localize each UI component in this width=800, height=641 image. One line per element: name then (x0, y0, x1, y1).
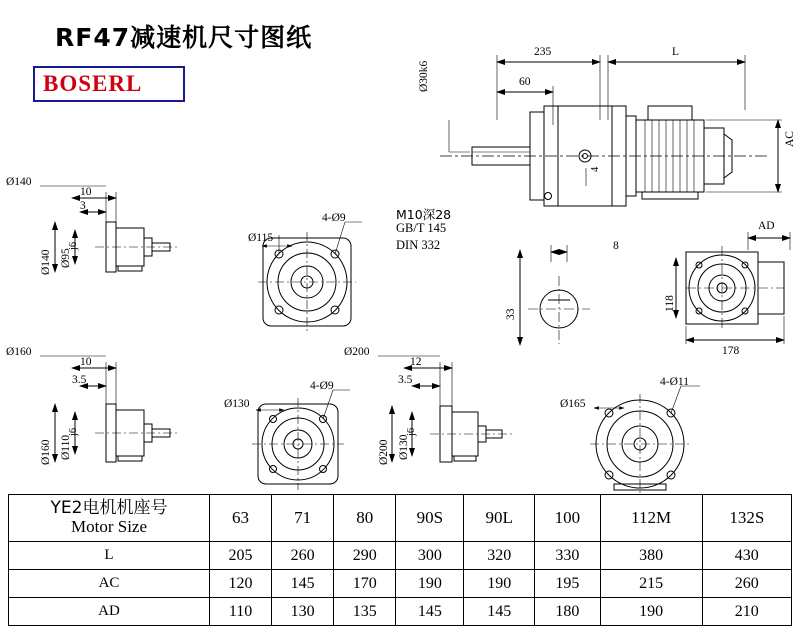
dim-60-label: 60 (519, 76, 531, 88)
table-row (9, 570, 792, 598)
key-height-label: 4 (590, 166, 601, 172)
dim-178-label: 178 (722, 345, 740, 357)
dim-8-label: 8 (613, 240, 619, 252)
dim-3-5-b-label: 3.5 (398, 374, 413, 386)
thread-note-2: GB/T 145 (396, 221, 447, 235)
shaft-dia-label: Ø30k6 (418, 60, 430, 92)
table-col-header: 132S (702, 495, 791, 542)
holes-4-9-label-r2: 4-Ø9 (310, 380, 334, 392)
table-header-label-en: Motor Size (70, 517, 148, 536)
dim-AC-label: AC (784, 131, 796, 147)
dim-AD-label: AD (758, 220, 775, 232)
table-row (9, 598, 792, 626)
row-label: AD (9, 598, 210, 626)
j6-label-1: j6 (68, 241, 79, 250)
table-cell: 210 (702, 598, 791, 626)
dia-95-label: Ø95 (60, 248, 72, 268)
table-cell: 290 (334, 542, 396, 570)
dia-160-label: Ø160 (40, 439, 52, 465)
table-cell: 135 (334, 598, 396, 626)
dia-200-label: Ø200 (378, 439, 390, 465)
table-cell: 330 (534, 542, 600, 570)
dim-10-label-r1: 10 (80, 186, 92, 198)
table-cell: 205 (210, 542, 272, 570)
table-cell: 260 (272, 542, 334, 570)
dim-10-label-r2: 10 (80, 356, 92, 368)
dim-118-label: 118 (664, 295, 676, 312)
table-cell: 180 (534, 598, 600, 626)
thread-note-3: DIN 332 (396, 238, 441, 252)
dia-130-label: Ø130 (224, 398, 250, 410)
dim-3-label-r1: 3 (80, 200, 86, 212)
dia-130-b-label: Ø130 (398, 434, 410, 460)
table-col-header: 90S (396, 495, 464, 542)
table-header-label-cn: YE2电机机座号 (50, 498, 168, 519)
dim-3-5-label-r2: 3.5 (72, 374, 87, 386)
table-cell: 190 (464, 570, 535, 598)
thread-note-1: M10深28 (396, 207, 452, 222)
dia-110-label: Ø110 (60, 434, 72, 460)
flange-140-top-label: Ø140 (6, 176, 32, 188)
table-cell: 170 (334, 570, 396, 598)
dim-12-label: 12 (410, 356, 422, 368)
dim-33-label: 33 (505, 308, 517, 320)
table-cell: 190 (396, 570, 464, 598)
page-title: RF47减速机尺寸图纸 (55, 23, 313, 52)
table-col-header: 71 (272, 495, 334, 542)
holes-4-11-label: 4-Ø11 (660, 376, 689, 388)
table-col-header: 112M (600, 495, 702, 542)
table-cell: 145 (272, 570, 334, 598)
table-col-header: 80 (334, 495, 396, 542)
flange-200-top-label: Ø200 (344, 346, 370, 358)
dim-L-label: L (672, 46, 680, 58)
table-header-label (9, 495, 210, 542)
flange-160-top-label: Ø160 (6, 346, 32, 358)
dia-115-label: Ø115 (248, 232, 274, 244)
table-cell: 300 (396, 542, 464, 570)
table-cell: 120 (210, 570, 272, 598)
dim-235-label: 235 (534, 46, 552, 58)
dia-165-label: Ø165 (560, 398, 586, 410)
table-cell: 215 (600, 570, 702, 598)
motor-size-table (8, 494, 792, 626)
table-cell: 145 (396, 598, 464, 626)
table-cell: 130 (272, 598, 334, 626)
table-cell: 145 (464, 598, 535, 626)
table-cell: 190 (600, 598, 702, 626)
row-label: L (9, 542, 210, 570)
row-label: AC (9, 570, 210, 598)
table-cell: 380 (600, 542, 702, 570)
table-row (9, 542, 792, 570)
holes-4-9-label-r1: 4-Ø9 (322, 212, 346, 224)
table-header-row (9, 495, 792, 542)
j6-label-2: j6 (68, 427, 79, 436)
logo-text: BOSERL (43, 71, 143, 96)
table-cell: 320 (464, 542, 535, 570)
dia-140-label: Ø140 (40, 249, 52, 275)
table-col-header: 63 (210, 495, 272, 542)
table-cell: 110 (210, 598, 272, 626)
table-cell: 260 (702, 570, 791, 598)
table-cell: 430 (702, 542, 791, 570)
table-cell: 195 (534, 570, 600, 598)
table-col-header: 100 (534, 495, 600, 542)
j6-label-3: j6 (406, 427, 417, 436)
table-col-header: 90L (464, 495, 535, 542)
